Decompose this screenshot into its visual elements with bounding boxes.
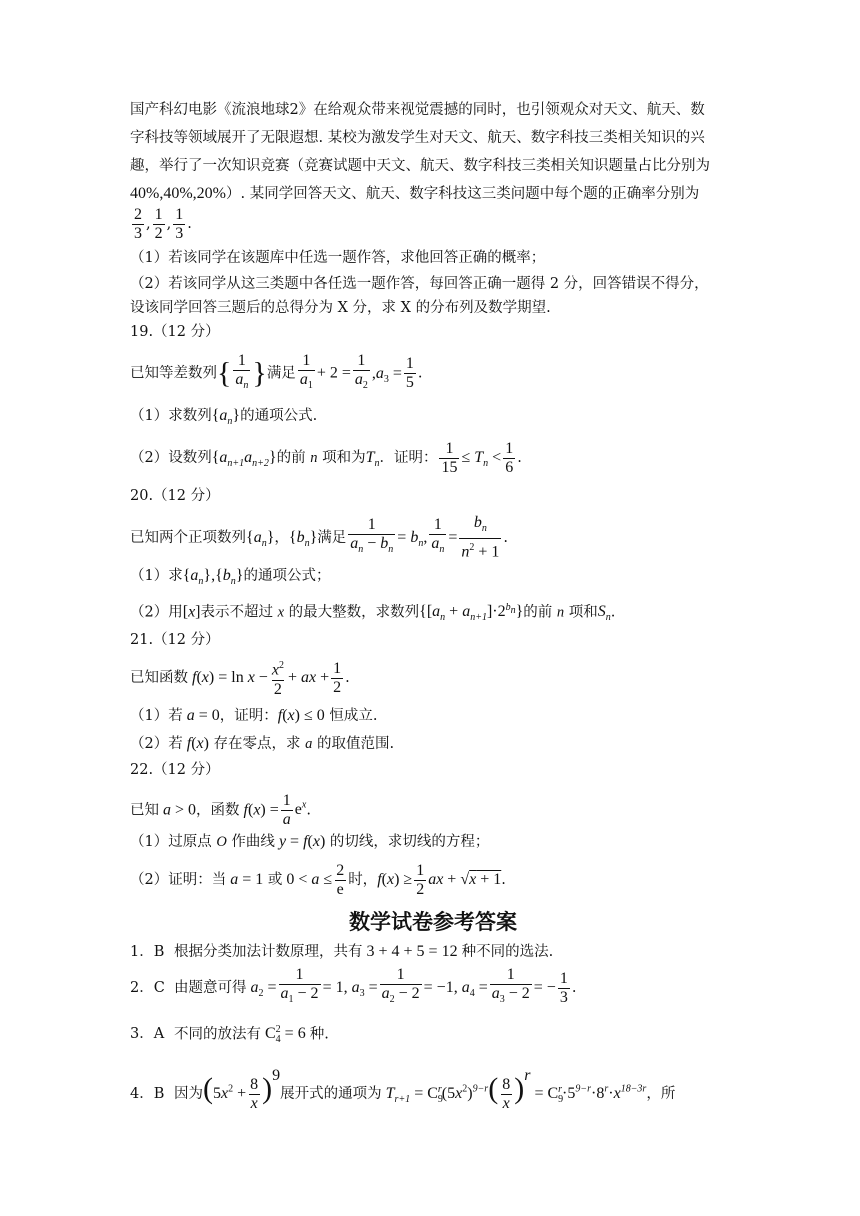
q22-heading: 22.（12 分） bbox=[130, 762, 220, 778]
answer-2: 2．C 由题意可得 $a_2$ = $\frac{1}{a_1 - 2}$ = 1, $a_3$ = $\frac{1}{a_2 - 2}$ = −1, $a_4$ = $\frac{1}{a_3 - 2}$ = − $\frac{1}{3}$ . bbox=[130, 966, 576, 1016]
q18-part-1: （1）若该同学在该题库中任选一题作答，求他回答正确的概率； bbox=[130, 250, 546, 266]
answer-4: 4．B 因为($5x^2$ + $\frac{8}{x}$ )$^9$展开式的通项为 $T_{r+1} = C_9^r(5x^2)^{9-r}$( $\frac{8}{x}$ )$^r = C_9^r\cdot 5^{9-r}\cdot 8^r\cdot x^{18-3r}$，所 bbox=[130, 1048, 675, 1128]
q18-paragraph-line-3: 趣，举行了一次知识竞赛（竞赛试题中天文、航天、数字科技三类相关知识题量占比分别为 bbox=[130, 158, 710, 174]
q20-stem: 已知两个正项数列$\{a_n\}$，$\{b_n\}$满足 $\frac{1}{a_n - b_n}$ = $b_n$, $\frac{1}{a_n}$ = $\frac{b_n}{n^2 + 1}$ . bbox=[130, 514, 508, 561]
q20-part-1: （1）求$\{a_n\},\{b_n\}$的通项公式； bbox=[130, 567, 331, 588]
q18-part-2-line-2: 设该同学回答三题后的总得分为 X 分，求 X 的分布列及数学期望. bbox=[130, 300, 551, 316]
answer-1-number: 1．B bbox=[130, 944, 165, 960]
q18-paragraph-line-4-text: ）. 某同学回答天文、航天、数字科技这三类问题中每个题的正确率分别为 bbox=[225, 186, 700, 202]
q22-stem: 已知 a > 0，函数 f(x) = $\frac{1}{a}$ $e^x$. bbox=[130, 791, 311, 828]
answer-2-number: 2．C bbox=[130, 980, 165, 996]
q18-accuracy-fractions: $\frac{2}{3}$ , $\frac{1}{2}$ , $\frac{1}{3}$ . bbox=[134, 205, 192, 242]
q18-percentages: 40%,40%,20% bbox=[130, 185, 226, 202]
q18-part-2-line-1: （2）若该同学从这三类题中各任选一题作答，每回答正确一题得 2 分，回答错误不得分， bbox=[130, 276, 709, 292]
q20-part-2: （2）用[x]表示不超过 x 的最大整数，求数列$\{[a_n + a_{n+1}]\cdot 2^{b_n}\}$的前 n 项和$S_n$. bbox=[130, 602, 616, 624]
q19-heading: 19.（12 分） bbox=[130, 324, 220, 340]
q22-part-1: （1）过原点 O 作曲线 y = f(x) 的切线，求切线的方程； bbox=[130, 833, 490, 850]
answer-1: 1．B 根据分类加法计数原理，共有 3 + 4 + 5 = 12 种不同的选法. bbox=[130, 943, 554, 960]
q18-paragraph-line-2: 字科技等领域展开了无限遐想. 某校为激发学生对天文、航天、数字科技三类相关知识的兴 bbox=[130, 130, 705, 146]
q21-part-2: （2）若 f(x) 存在零点，求 a 的取值范围. bbox=[130, 735, 395, 752]
q21-heading: 21.（12 分） bbox=[130, 632, 220, 648]
answer-3: 3．A 不同的放法有 $C_4^2 = 6$ 种. bbox=[130, 1024, 329, 1046]
q20-heading: 20.（12 分） bbox=[130, 488, 220, 504]
answer-3-number: 3．A bbox=[130, 1026, 165, 1043]
q21-part-1: （1）若 a = 0，证明：f(x) ≤ 0 恒成立. bbox=[130, 707, 378, 724]
answer-4-number: 4．B bbox=[130, 1086, 165, 1102]
q19-stem: 已知等差数列{ $\frac{1}{a_n}$ }满足 $\frac{1}{a_1}$ + 2 = $\frac{1}{a_2}$ $,a_3$ = $\frac{1}{5}$ . bbox=[130, 352, 423, 400]
q19-part-2: （2）设数列$\{a_{n+1}a_{n+2}\}$的前 n 项和为$T_n$．证明： $\frac{1}{15}$ ≤ $T_n$ < $\frac{1}{6}$ . bbox=[130, 439, 522, 476]
q18-paragraph-line-1: 国产科幻电影《流浪地球2》在给观众带来视觉震撼的同时，也引领观众对天文、航天、数 bbox=[130, 102, 705, 118]
answers-title: 数学试卷参考答案 bbox=[349, 910, 517, 934]
q22-part-2: （2）证明：当 a = 1 或 0 < a ≤ $\frac{2}{e}$ 时，f(x) ≥ $\frac{1}{2}$ ax + √x + 1. bbox=[130, 861, 506, 898]
q18-paragraph-line-4 bbox=[130, 184, 699, 204]
q21-stem: 已知函数 f(x) = ln x − $\frac{x^2}{2}$ + ax + $\frac{1}{2}$ . bbox=[130, 659, 350, 698]
q19-part-1: （1）求数列$\{a_n\}$的通项公式. bbox=[130, 407, 318, 428]
